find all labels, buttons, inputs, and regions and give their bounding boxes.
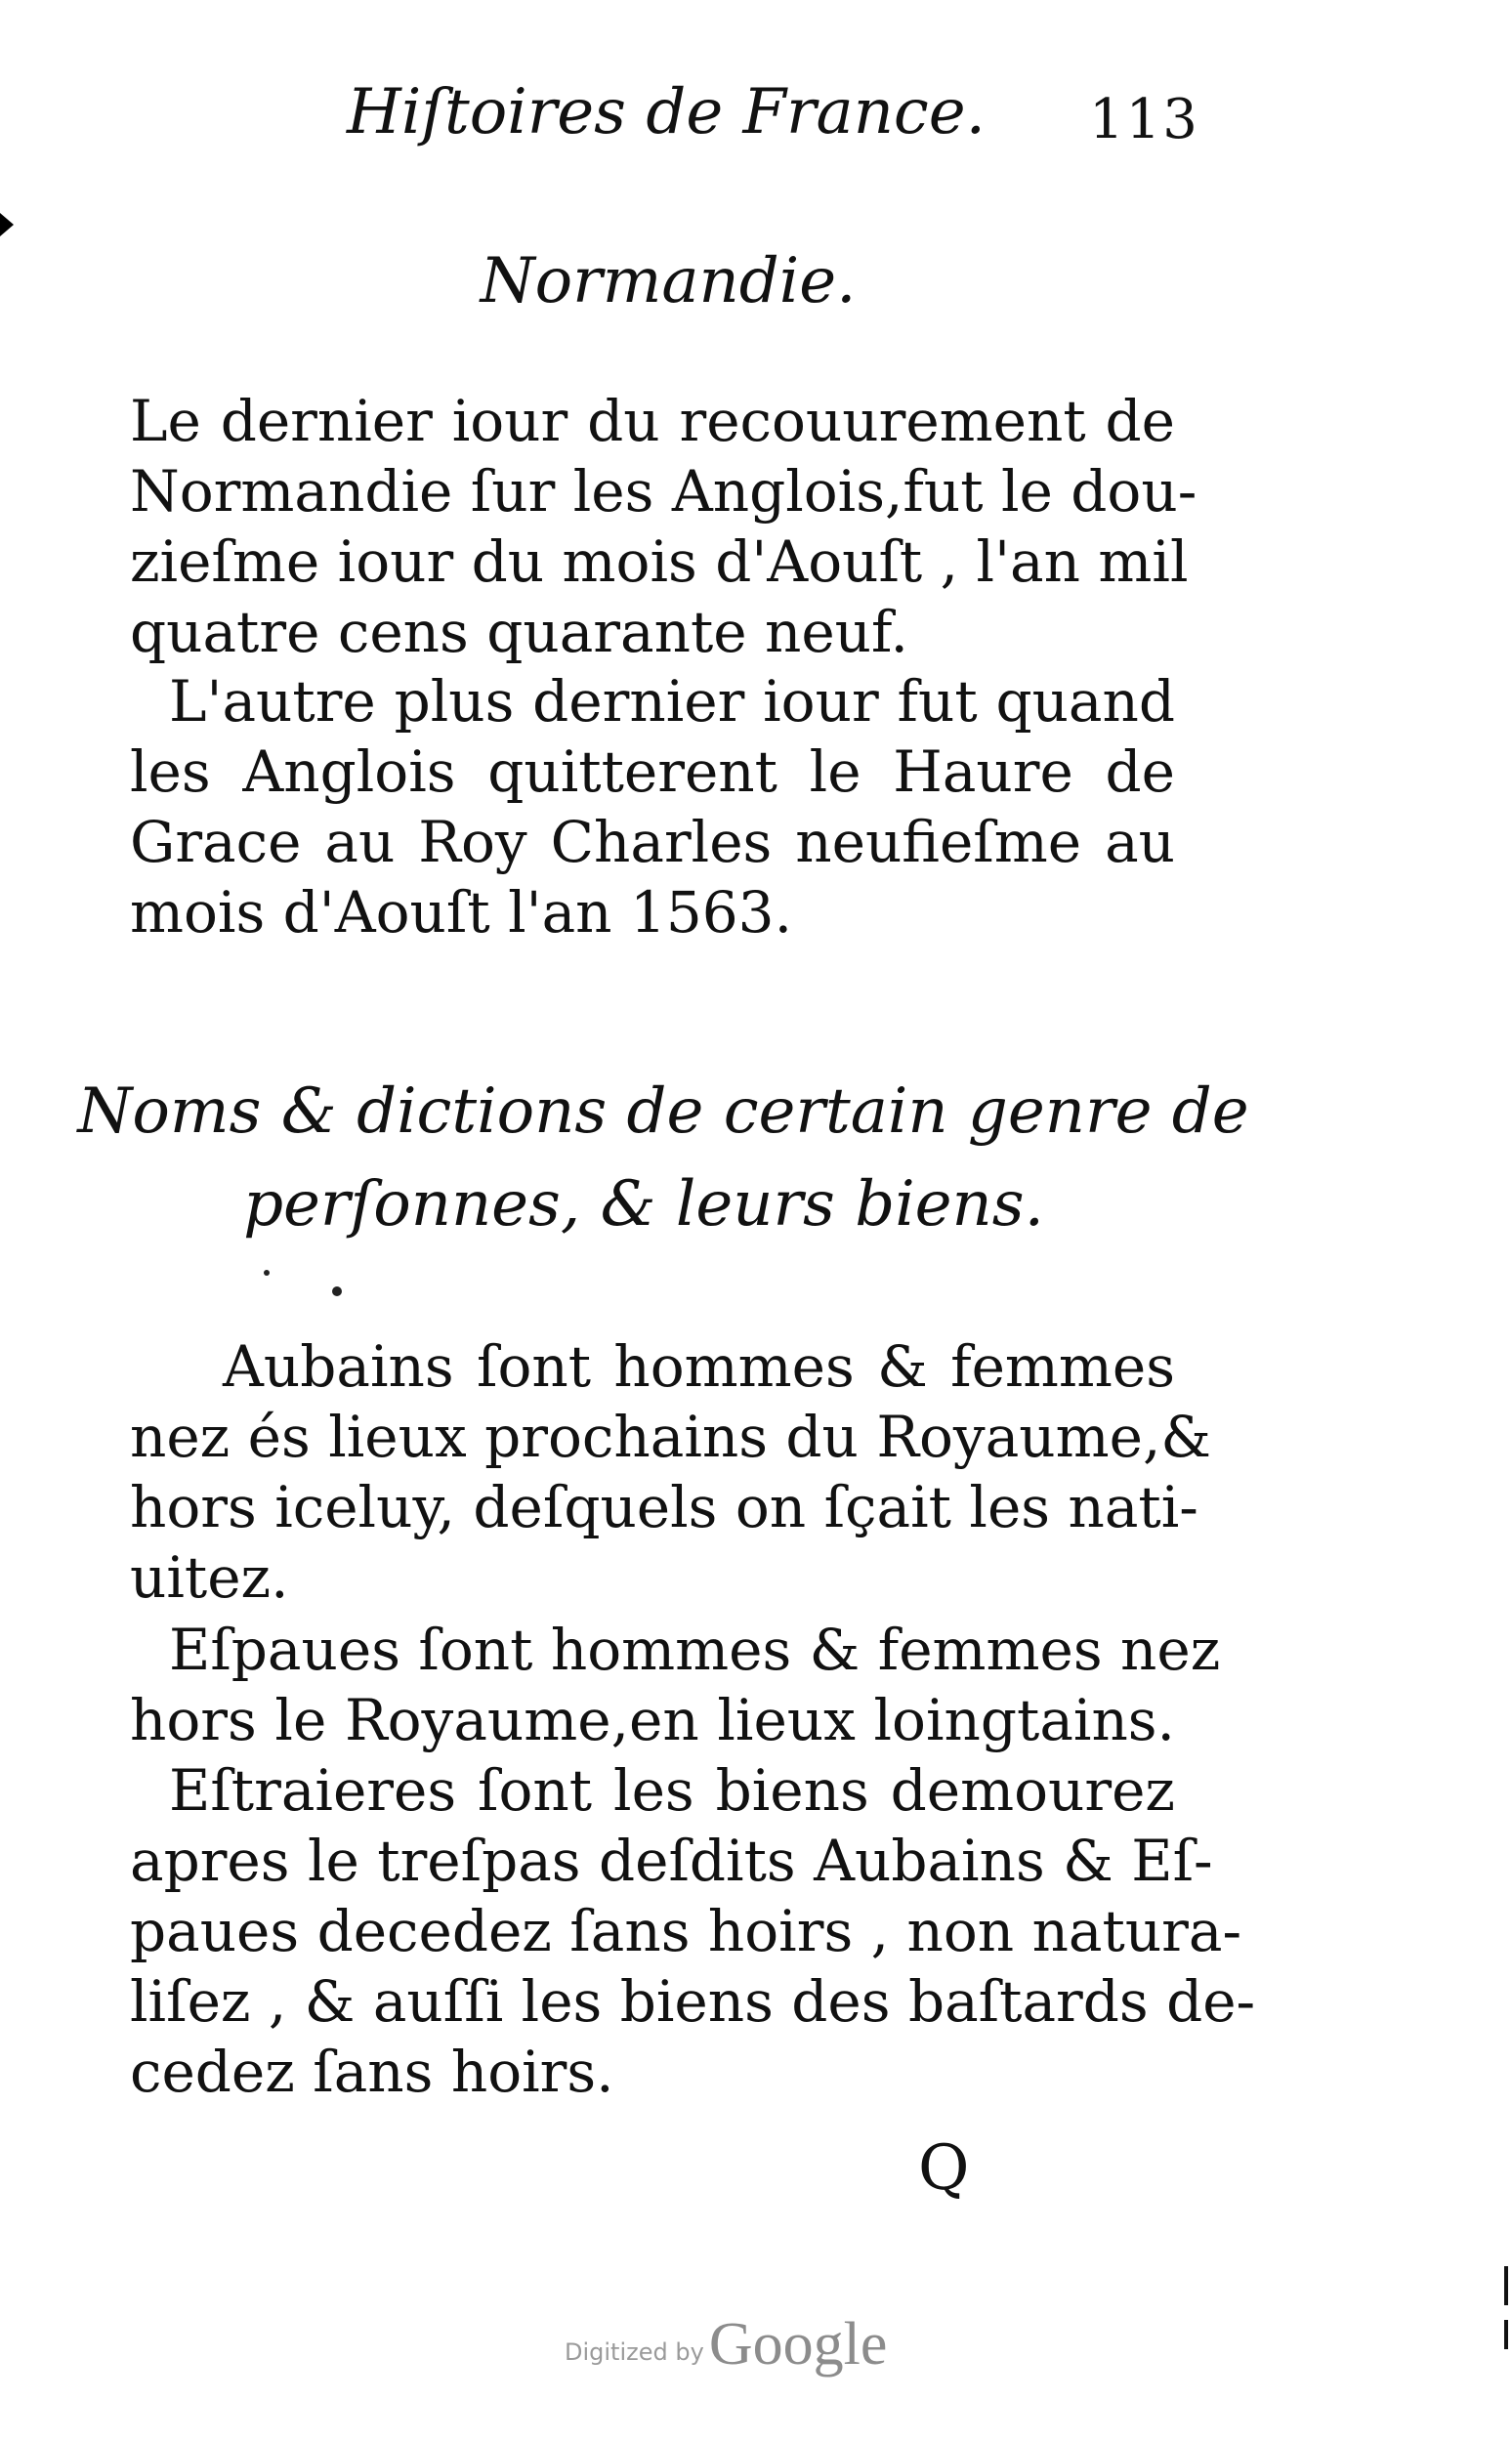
running-title: Hiſtoires de France.	[347, 76, 986, 148]
section-title-noms-line2: perſonnes, & leurs biens.	[243, 1168, 1044, 1241]
text-line: Normandie ſur les Anglois,fut le dou-	[130, 458, 1197, 525]
text-line: Le dernier iour du recouurement de	[130, 388, 1175, 454]
page-edge-mark	[1504, 2266, 1508, 2305]
page-edge-mark	[1504, 2320, 1508, 2349]
paragraph	[130, 1331, 1212, 1613]
ink-speck	[332, 1286, 342, 1296]
google-logo: Google	[708, 2311, 888, 2378]
text-line: les Anglois quitterent le Haure de	[130, 738, 1175, 805]
text-line: hors le Royaume,en lieux loingtains.	[130, 1687, 1175, 1753]
paragraph	[130, 666, 1175, 947]
text-line: liſez , & auſſi les biens des baſtards de-	[130, 1968, 1256, 2035]
catchword: Q	[918, 2132, 970, 2205]
section-title-normandie: Normandie.	[480, 245, 857, 317]
text-line: zieſme iour du mois d'Aouſt , l'an mil	[130, 528, 1189, 595]
text-line: hors iceluy, deſquels on ſçait les nati-	[130, 1474, 1198, 1540]
watermark-prefix: Digitized by	[565, 2338, 704, 2366]
text-line: uitez.	[130, 1544, 289, 1611]
text-line: nez és lieux prochains du Royaume,&	[130, 1404, 1212, 1470]
text-line: Eſtraieres ſont les biens demourez	[169, 1757, 1175, 1824]
paragraph	[130, 1755, 1256, 2107]
margin-mark	[0, 213, 14, 236]
text-line: Grace au Roy Charles neufieſme au	[130, 809, 1175, 875]
text-line: cedez ſans hoirs.	[130, 2039, 614, 2105]
paragraph	[130, 386, 1197, 667]
text-line: quatre cens quarante neuf.	[130, 599, 908, 665]
text-line: Eſpaues ſont hommes & femmes nez	[169, 1617, 1221, 1683]
section-title-noms-line1: Noms & dictions de certain genre de	[77, 1075, 1249, 1148]
text-line: L'autre plus dernier iour fut quand	[169, 668, 1175, 735]
digitization-watermark	[565, 2310, 887, 2379]
paragraph	[130, 1615, 1221, 1755]
text-line: Aubains ſont hommes & femmes	[223, 1333, 1175, 1400]
ink-speck	[264, 1270, 270, 1276]
text-line: paues decedez ſans hoirs , non natura-	[130, 1898, 1242, 1964]
text-line: apres le treſpas deſdits Aubains & Eſ-	[130, 1828, 1213, 1894]
text-line: mois d'Aouſt l'an 1563.	[130, 879, 793, 946]
page-number: 113	[1089, 88, 1199, 151]
